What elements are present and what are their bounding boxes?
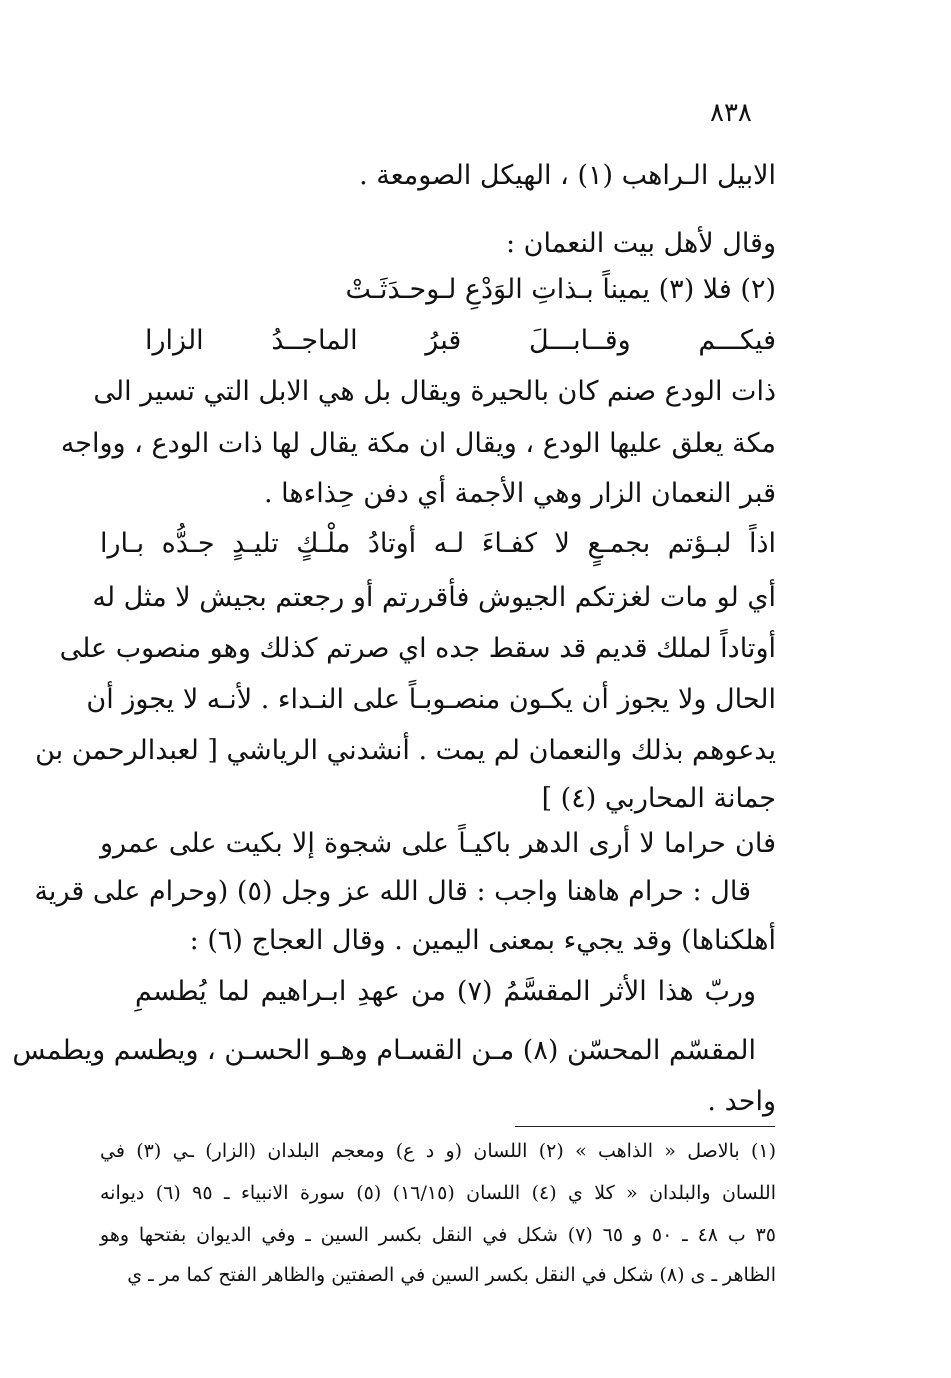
text-line: واحد .: [707, 1086, 776, 1117]
text-line: قال : حرام هاهنا واجب : قال الله عز وجل (٥) (وحرام على قرية: [34, 876, 751, 907]
text-line: جمانة المحاربي (٤) ]: [541, 783, 776, 814]
page-number: ٨٣٨: [710, 98, 752, 128]
text-line: أي لو مات لغزتكم الجيوش فأقررتم أو رجعتم بجيش لا مثل له: [92, 582, 776, 613]
verse-line: اذاً لبـؤتم بجمـعٍ لا كفـاءَ لـه أوتادُ ملْـكٍ تليـدٍ جـدُّه بـارا: [100, 528, 776, 559]
text-line: أوتاداً لملك قديم قد سقط جده اي صرتم كذلك وهو منصوب على: [59, 633, 776, 664]
verse-line: (٢) فلا (٣) يميناً بـذاتِ الوَدْعِ لـوحـدَثَـتْ: [345, 274, 776, 305]
footnote-line: الظاهر ـ ى (٨) شكل في النقل بكسر السين في الصفتين والظاهر الفتح كما مر ـ ي: [127, 1264, 776, 1286]
footnote-divider: [515, 1126, 775, 1127]
text-line: قبر النعمان الزار وهي الأجمة أي دفن حِذاءها .: [263, 478, 776, 509]
verse-line: فان حراما لا أرى الدهر باكيـاً على شجوة إلا بكيت على عمرو: [100, 828, 776, 859]
verse-line: فيكـــم وقــابـــلَ قبرُ الماجــدُ الزارا: [145, 325, 776, 356]
footnote-line: اللسان والبلدان « كلا ي (٤) اللسان (١٦/١٥) (٥) سورة الانبياء ـ ٩٥ (٦) ديوانه: [100, 1182, 776, 1204]
text-line: الحال ولا يجوز أن يكـون منصـوبـاً على النـداء . لأنـه لا يجوز أن: [86, 684, 776, 715]
text-line: مكة يعلق عليها الودع ، ويقال ان مكة يقال لها ذات الودع ، وواجه: [60, 428, 776, 459]
text-line: أهلكناها) وقد يجيء بمعنى اليمين . وقال العجاج (٦) :: [189, 925, 776, 956]
footnote-line: (١) بالاصل « الذاهب » (٢) اللسان (و د ع) ومعجم البلدان (الزار) ـي (٣) في: [100, 1140, 776, 1162]
text-line: الابيل الـراهب (١) ، الهيكل الصومعة .: [359, 160, 776, 191]
text-line: المقسّم المحسّن (٨) مـن القسـام وهـو الحسـن ، ويطسم ويطمس: [12, 1035, 756, 1066]
text-line: ذات الودع صنم كان بالحيرة ويقال بل هي الابل التي تسير الى: [93, 376, 776, 407]
footnote-line: ٣٥ ب ٤٨ ـ ٥٠ و ٦٥ (٧) شكل في النقل بكسر السين ـ وفي الديوان بفتحها وهو: [100, 1224, 776, 1246]
text-line: يدعوهم بذلك والنعمان لم يمت . أنشدني الرياشي [ لعبدالرحمن بن: [35, 735, 776, 766]
text-line: وقال لأهل بيت النعمان :: [505, 228, 776, 259]
verse-line: وربّ هذا الأثر المقسَّمُ (٧) من عهدِ ابـراهيم لما يُطسمِ: [135, 976, 757, 1007]
